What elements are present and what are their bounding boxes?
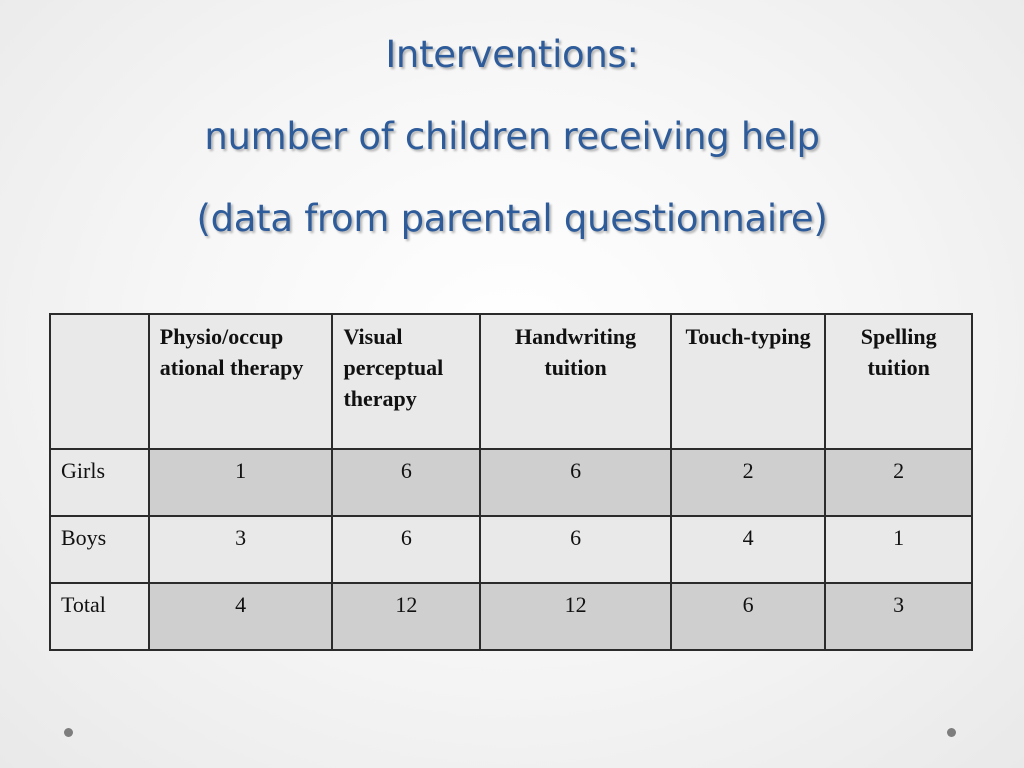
- table-cell: 6: [332, 449, 480, 516]
- header-physio-occupational-therapy: Physio/occup ational therapy: [149, 314, 333, 449]
- header-handwriting-tuition: Handwriting tuition: [480, 314, 671, 449]
- table-cell: 2: [825, 449, 972, 516]
- row-label-girls: Girls: [50, 449, 149, 516]
- slide-title: [0, 14, 1024, 260]
- table-cell: 3: [825, 583, 972, 650]
- table-header-row: [50, 314, 972, 449]
- row-label-total: Total: [50, 583, 149, 650]
- interventions-table: [49, 313, 973, 651]
- decorative-dot-left: [64, 728, 73, 737]
- table-row-girls: [50, 449, 972, 516]
- table-cell: 1: [825, 516, 972, 583]
- table-cell: 1: [149, 449, 333, 516]
- table-row-boys: [50, 516, 972, 583]
- header-visual-perceptual-therapy: Visual perceptual therapy: [332, 314, 480, 449]
- decorative-dot-right: [947, 728, 956, 737]
- row-label-boys: Boys: [50, 516, 149, 583]
- table-row-total: [50, 583, 972, 650]
- header-touch-typing: Touch-typing: [671, 314, 825, 449]
- table-cell: 2: [671, 449, 825, 516]
- title-line-2: number of children receiving help: [204, 115, 820, 158]
- table-cell: 4: [149, 583, 333, 650]
- table-cell: 12: [332, 583, 480, 650]
- title-line-1: Interventions:: [385, 33, 639, 76]
- table-cell: 6: [480, 449, 671, 516]
- header-spelling-tuition: Spelling tuition: [825, 314, 972, 449]
- title-line-3: (data from parental questionnaire): [196, 197, 828, 240]
- table-cell: 6: [671, 583, 825, 650]
- table-cell: 6: [480, 516, 671, 583]
- table-cell: 6: [332, 516, 480, 583]
- table-cell: 3: [149, 516, 333, 583]
- table-cell: 4: [671, 516, 825, 583]
- table-cell: 12: [480, 583, 671, 650]
- header-corner-cell: [50, 314, 149, 449]
